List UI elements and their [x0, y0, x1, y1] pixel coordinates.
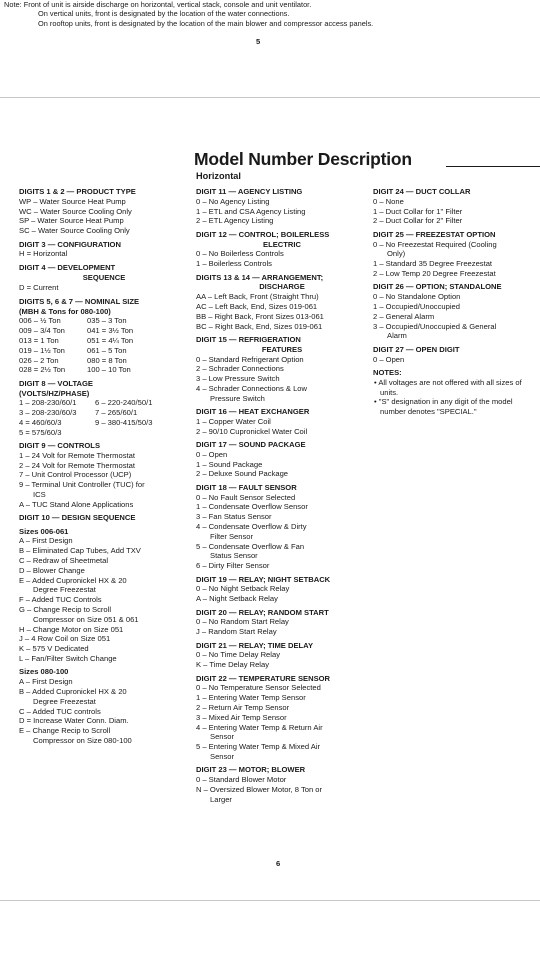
- option-line-cont: Sensor: [210, 732, 235, 742]
- page-number-top: 5: [256, 37, 261, 46]
- option-line: 1 – 24 Volt for Remote Thermostat: [19, 450, 135, 460]
- option-line: BB – Right Back, Front Sizes 013-061: [196, 311, 324, 321]
- option-line: J – Random Start Relay: [196, 627, 277, 637]
- option-line: 4 – Schrader Connections & Low: [196, 383, 308, 393]
- option-line: 0 – Standard Blower Motor: [196, 775, 287, 785]
- option-line-cont: Filter Sensor: [210, 531, 254, 541]
- option-line: A – First Design: [19, 677, 73, 687]
- section-heading: DIGIT 20 — RELAY; RANDOM START: [196, 607, 329, 617]
- voltage-cell: 4 = 460/60/3: [19, 417, 62, 427]
- option-line: SC – Water Source Cooling Only: [19, 226, 130, 236]
- column-right: [373, 187, 533, 417]
- option-line: 2 – Duct Collar for 2" Filter: [373, 216, 463, 226]
- option-line: A – Night Setback Relay: [196, 594, 278, 604]
- option-line: A – TUC Stand Alone Applications: [19, 499, 134, 509]
- page-divider-bottom: [0, 900, 540, 901]
- section-heading: DIGIT 25 — FREEZESTAT OPTION: [373, 229, 496, 239]
- voltage-cell: 7 – 265/60/1: [95, 408, 138, 418]
- size-cell: 006 – ½ Ton: [19, 316, 61, 326]
- voltage-cell: 1 – 208-230/60/1: [19, 398, 77, 408]
- section-heading-cont: ELECTRIC: [263, 239, 301, 249]
- note-line-3: On rooftop units, front is designated by the location of the main blower and compressor access panels.: [38, 18, 374, 28]
- section-heading: DIGIT 10 — DESIGN SEQUENCE: [19, 513, 136, 523]
- note-line-2: On vertical units, front is designated by the location of the water connections.: [38, 9, 290, 19]
- option-line: L – Fan/Filter Switch Change: [19, 654, 117, 664]
- option-line-cont: Degree Freezestat: [33, 585, 96, 595]
- option-line: 7 – Unit Control Processor (UCP): [19, 470, 132, 480]
- size-cell: 061 – 5 Ton: [87, 345, 127, 355]
- section-heading: DIGIT 24 — DUCT COLLAR: [373, 187, 471, 196]
- section-heading: DIGIT 11 — AGENCY LISTING: [196, 187, 303, 196]
- option-line: 0 – Open: [196, 449, 228, 459]
- option-line: 4 – Condensate Overflow & Dirty: [196, 522, 307, 532]
- option-line: 2 – ETL Agency Listing: [196, 216, 274, 226]
- option-line-cont: Status Sensor: [210, 551, 258, 561]
- option-line: WC – Water Source Cooling Only: [19, 206, 132, 216]
- size-grid: [19, 316, 189, 375]
- note-text: "S" designation in any digit of the model number denotes "SPECIAL.": [378, 397, 513, 417]
- option-line: 1 – Duct Collar for 1" Filter: [373, 206, 463, 216]
- section-heading: DIGIT 19 — RELAY; NIGHT SETBACK: [196, 574, 331, 584]
- option-line: 0 – No Fault Sensor Selected: [196, 492, 296, 502]
- option-line: 0 – No Night Setback Relay: [196, 584, 290, 594]
- option-line-cont: Pressure Switch: [210, 393, 265, 403]
- option-line: 1 – Occupied/Unoccupied: [373, 301, 460, 311]
- option-line: H – Change Motor on Size 051: [19, 624, 124, 634]
- voltage-cell: [95, 428, 191, 438]
- option-line: F – Added TUC Controls: [19, 595, 102, 605]
- option-line: N – Oversized Blower Motor, 8 Ton or: [196, 784, 323, 794]
- size-cell: 051 = 4¼ Ton: [87, 335, 134, 345]
- option-line: 2 – Return Air Temp Sensor: [196, 702, 290, 712]
- section-heading: DIGIT 18 — FAULT SENSOR: [196, 482, 297, 492]
- section-heading-cont: SEQUENCE: [82, 272, 126, 282]
- note-line-1: Note: Front of unit is airside discharge on horizontal, vertical stack, console and unit ventilator.: [4, 0, 312, 9]
- title-underline: [446, 166, 540, 167]
- column-middle: [196, 187, 368, 805]
- option-line: 3 – Fan Status Sensor: [196, 512, 272, 522]
- option-line: G – Change Recip to Scroll: [19, 605, 112, 615]
- option-line: AC – Left Back, End, Sizes 019-061: [196, 301, 318, 311]
- note-item: • "S" designation in any digit of the model number denotes "SPECIAL.": [374, 397, 513, 417]
- option-line: 5 – Entering Water Temp & Mixed Air: [196, 742, 321, 752]
- option-line-cont: Sensor: [210, 751, 235, 761]
- option-line: 3 – Mixed Air Temp Sensor: [196, 712, 287, 722]
- voltage-grid: [19, 398, 189, 437]
- size-cell: 009 – 3/4 Ton: [19, 326, 65, 336]
- size-cell: 100 – 10 Ton: [87, 365, 131, 375]
- section-heading-cont: FEATURES: [261, 344, 303, 354]
- option-line: 5 – Condensate Overflow & Fan: [196, 541, 305, 551]
- option-line: 2 – Schrader Connections: [196, 364, 284, 374]
- option-line: C – Added TUC controls: [19, 706, 101, 716]
- section-heading: DIGIT 23 — MOTOR; BLOWER: [196, 765, 306, 775]
- page-number-bottom: 6: [276, 859, 281, 868]
- option-line: E – Added Cupronickel HX & 20: [19, 575, 127, 585]
- option-line: 6 – Dirty Filter Sensor: [196, 561, 270, 571]
- option-line-cont: Alarm: [387, 331, 407, 341]
- page-title: Model Number Description: [194, 149, 412, 169]
- option-line: K – 575 V Dedicated: [19, 644, 89, 654]
- option-line-cont: Larger: [210, 794, 232, 804]
- option-line: 2 – 24 Volt for Remote Thermostat: [19, 460, 135, 470]
- option-line: J – 4 Row Coil on Size 051: [19, 634, 111, 644]
- option-line: C – Redraw of Sheetmetal: [19, 556, 109, 566]
- section-heading: DIGIT 21 — RELAY; TIME DELAY: [196, 640, 314, 650]
- option-line: BC – Right Back, End, Sizes 019-061: [196, 321, 323, 331]
- option-line: 1 – ETL and CSA Agency Listing: [196, 206, 306, 216]
- option-line: 0 – Open: [373, 354, 405, 364]
- page-subtitle: Horizontal: [196, 171, 241, 181]
- section-heading-cont: DISCHARGE: [259, 282, 305, 292]
- size-cell: 080 = 8 Ton: [87, 355, 127, 365]
- section-heading: DIGITS 1 & 2 — PRODUCT TYPE: [19, 187, 136, 196]
- column-left: [19, 187, 189, 746]
- option-line: D = Increase Water Conn. Diam.: [19, 716, 129, 726]
- option-line: 0 – No Temperature Sensor Selected: [196, 683, 321, 693]
- subsection-heading: Sizes 080-100: [19, 667, 69, 677]
- option-line: 2 – Deluxe Sound Package: [196, 469, 289, 479]
- option-line: 0 – None: [373, 196, 404, 206]
- section-heading: DIGIT 4 — DEVELOPMENT: [19, 262, 116, 272]
- page-divider-top: [0, 97, 540, 98]
- option-line: 0 – No Boilerless Controls: [196, 249, 284, 259]
- section-heading: DIGIT 12 — CONTROL; BOILERLESS: [196, 229, 330, 239]
- option-line: 0 – Standard Refrigerant Option: [196, 354, 304, 364]
- option-line: 0 – No Random Start Relay: [196, 617, 289, 627]
- subsection-heading: Sizes 006-061: [19, 526, 69, 536]
- section-heading-cont: (VOLTS/HZ/PHASE): [19, 388, 90, 398]
- option-line: 4 – Entering Water Temp & Return Air: [196, 722, 323, 732]
- option-line: K – Time Delay Relay: [196, 660, 270, 670]
- voltage-cell: 9 – 380-415/50/3: [95, 417, 153, 427]
- option-line-cont: Degree Freezestat: [33, 696, 96, 706]
- option-line: D – Blower Change: [19, 565, 85, 575]
- section-heading: DIGITS 5, 6 & 7 — NOMINAL SIZE: [19, 296, 140, 306]
- option-line: 2 – General Alarm: [373, 311, 435, 321]
- option-line: 9 – Terminal Unit Controller (TUC) for: [19, 480, 145, 490]
- option-line-cont: ICS: [33, 490, 46, 500]
- option-line: 0 – No Standalone Option: [373, 292, 461, 302]
- size-cell: 041 = 3½ Ton: [87, 326, 134, 336]
- section-heading: DIGIT 8 — VOLTAGE: [19, 378, 93, 388]
- voltage-cell: 5 = 575/60/3: [19, 427, 62, 437]
- option-line: 1 – Condensate Overflow Sensor: [196, 502, 308, 512]
- option-line: 1 – Boilerless Controls: [196, 259, 272, 269]
- option-line: 2 – 90/10 Cupronickel Water Coil: [196, 426, 308, 436]
- option-line: 0 – No Time Delay Relay: [196, 650, 280, 660]
- option-line: WP – Water Source Heat Pump: [19, 196, 126, 206]
- section-heading: DIGIT 26 — OPTION; STANDALONE: [373, 282, 502, 292]
- size-cell: 035 – 3 Ton: [87, 316, 127, 326]
- option-line: 0 – No Agency Listing: [196, 196, 270, 206]
- section-heading: DIGIT 3 — CONFIGURATION: [19, 239, 121, 249]
- section-heading: DIGIT 16 — HEAT EXCHANGER: [196, 407, 310, 417]
- option-line-cont: Only): [387, 249, 406, 259]
- option-line: 2 – Low Temp 20 Degree Freezestat: [373, 268, 496, 278]
- voltage-cell: 3 – 208-230/60/3: [19, 408, 77, 418]
- option-line: 0 – No Freezestat Required (Cooling: [373, 239, 497, 249]
- option-line: 3 – Occupied/Unoccupied & General: [373, 321, 497, 331]
- option-line: E – Change Recip to Scroll: [19, 726, 111, 736]
- option-line: SP – Water Source Heat Pump: [19, 216, 124, 226]
- size-cell: 013 = 1 Ton: [19, 335, 59, 345]
- option-line-cont: Compressor on Size 051 & 061: [33, 614, 139, 624]
- option-line-cont: Compressor on Size 080-100: [33, 735, 132, 745]
- section-heading: DIGIT 9 — CONTROLS: [19, 441, 101, 451]
- option-line: 1 – Standard 35 Degree Freezestat: [373, 259, 493, 269]
- section-heading-cont: (MBH & Tons for 080-100): [19, 306, 111, 316]
- size-cell: 026 – 2 Ton: [19, 355, 59, 365]
- notes-heading: NOTES:: [373, 367, 402, 377]
- option-line: 1 – Entering Water Temp Sensor: [196, 693, 306, 703]
- section-heading: DIGIT 17 — SOUND PACKAGE: [196, 440, 306, 450]
- option-line: 3 – Low Pressure Switch: [196, 374, 280, 384]
- option-line: H = Horizontal: [19, 249, 68, 259]
- section-heading: DIGIT 22 — TEMPERATURE SENSOR: [196, 673, 331, 683]
- option-line: A – First Design: [19, 536, 73, 546]
- option-line: 1 – Sound Package: [196, 459, 263, 469]
- option-line: AA – Left Back, Front (Straight Thru): [196, 292, 319, 302]
- section-heading: DIGITS 13 & 14 — ARRANGEMENT;: [196, 272, 324, 282]
- option-line: D = Current: [19, 283, 59, 293]
- note-item: • All voltages are not offered with all sizes of units.: [374, 377, 522, 397]
- note-text: All voltages are not offered with all sizes of units.: [378, 377, 522, 397]
- section-heading: DIGIT 27 — OPEN DIGIT: [373, 344, 460, 354]
- size-cell: 028 = 2½ Ton: [19, 365, 66, 375]
- option-line: 1 – Copper Water Coil: [196, 416, 271, 426]
- voltage-cell: 6 – 220-240/50/1: [95, 398, 153, 408]
- section-heading: DIGIT 15 — REFRIGERATION: [196, 334, 301, 344]
- option-line: B – Added Cupronickel HX & 20: [19, 687, 127, 696]
- option-line: B – Eliminated Cap Tubes, Add TXV: [19, 546, 141, 556]
- front-designation-note: [4, 0, 373, 28]
- size-cell: 019 – 1½ Ton: [19, 345, 65, 355]
